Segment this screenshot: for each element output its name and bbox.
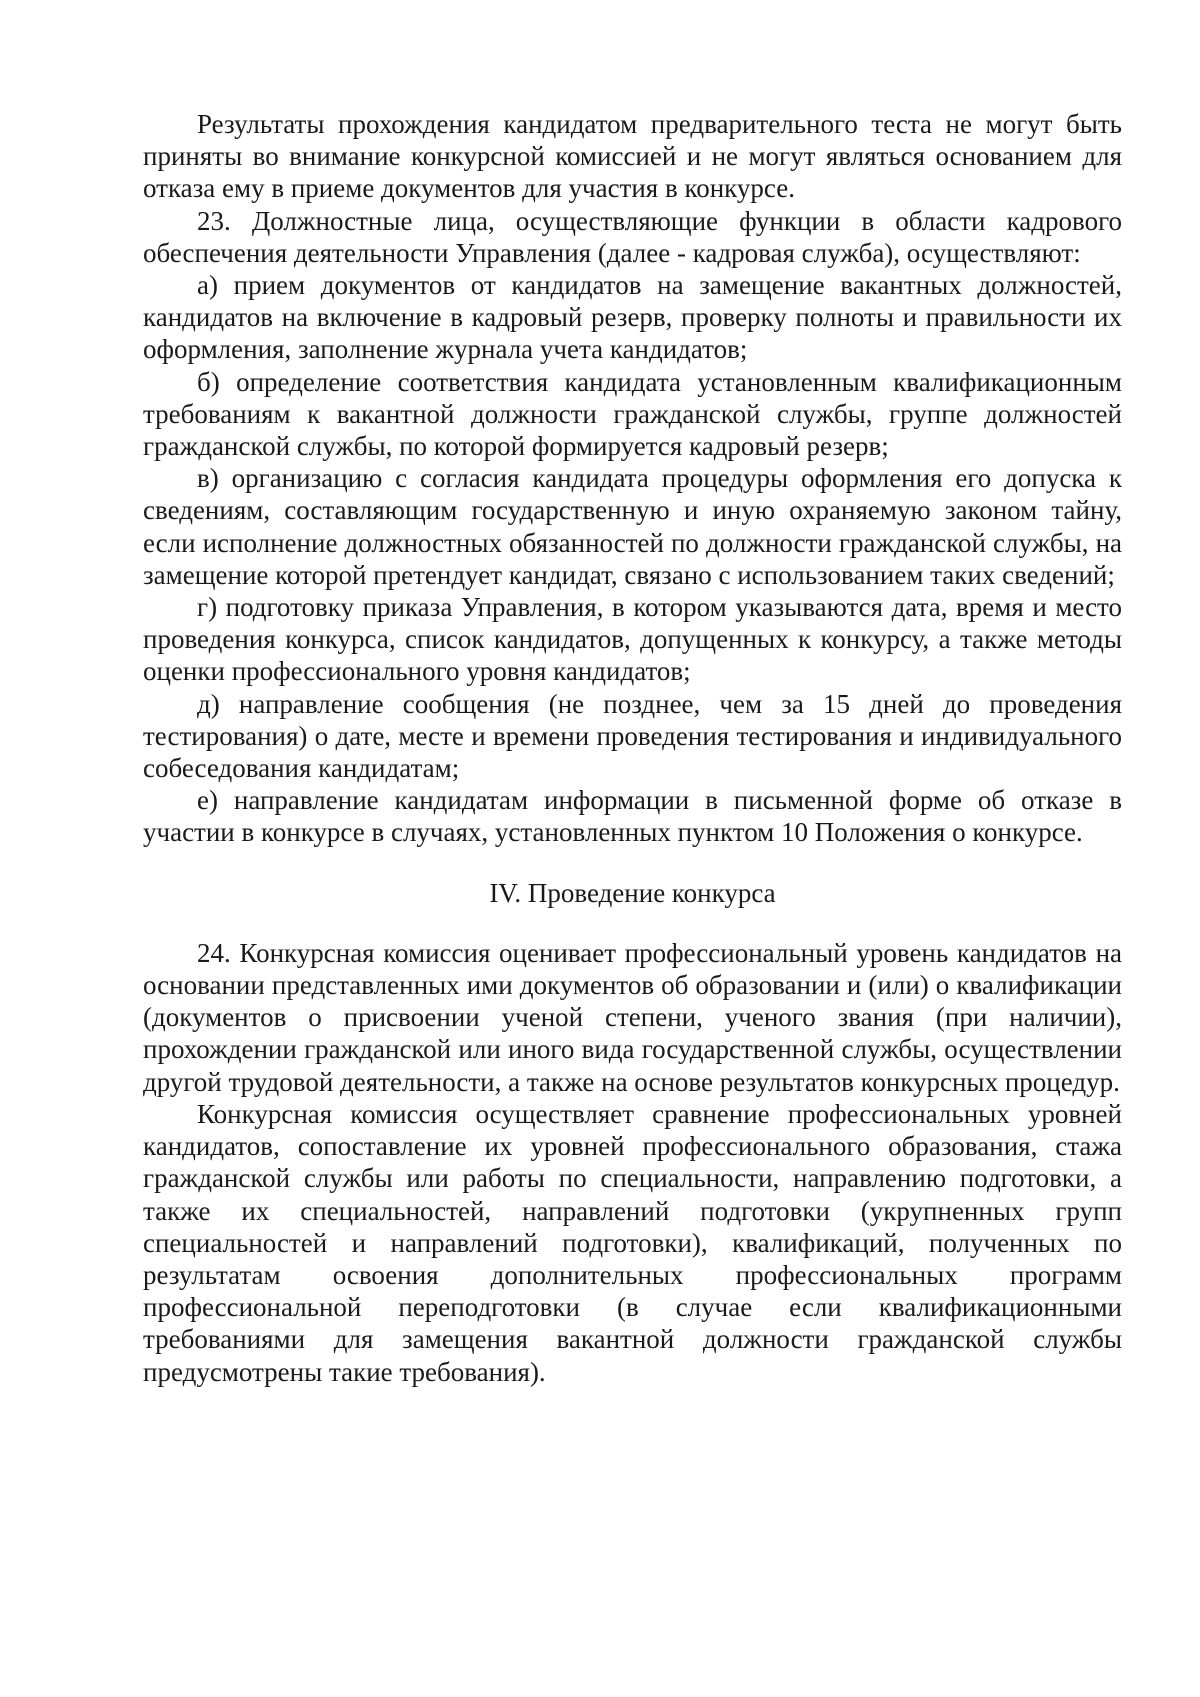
- paragraph-comparison: Конкурсная комиссия осуществляет сравнение профессиональных уровней кандидатов, сопоставление их уровней профессионального образования, стажа гражданской службы или работы по специальности, направлению подготовки, а также их специальностей, направлений подготовки (укрупненных групп специальностей и направлений подготовки), квалификаций, полученных по результатам освоения дополнительных профессиональных программ профессиональной переподготовки (в случае если квалификационными требованиями для замещения вакантной должности гражданской службы предусмотрены такие требования).: [143, 1098, 1122, 1387]
- paragraph-item-23: 23. Должностные лица, осуществляющие функции в области кадрового обеспечения деятельности Управления (далее - кадровая служба), осуществляют:: [143, 205, 1122, 268]
- paragraph-item-23-b: б) определение соответствия кандидата установленным квалификационным требованиям к вакантной должности гражданской службы, группе должностей гражданской службы, по которой формируется кадровый резерв;: [143, 366, 1122, 462]
- paragraph-item-23-g: г) подготовку приказа Управления, в котором указываются дата, время и место проведения конкурса, список кандидатов, допущенных к конкурсу, а также методы оценки профессионального уровня кандидатов;: [143, 592, 1122, 687]
- paragraph-item-24: 24. Конкурсная комиссия оценивает профессиональный уровень кандидатов на основании представленных ими документов об образовании и (или) о квалификации (документов о присвоении ученой степени, ученого звания (при наличии), прохождении гражданской или иного вида государственной службы, осуществлении другой трудовой деятельности, а также на основе результатов конкурсных процедур.: [143, 937, 1122, 1097]
- paragraph-test-results: Результаты прохождения кандидатом предварительного теста не могут быть приняты во внимание конкурсной комиссией и не могут являться основанием для отказа ему в приеме документов для участия в конкурсе.: [143, 109, 1122, 204]
- paragraph-item-23-e: е) направление кандидатам информации в письменной форме об отказе в участии в конкурсе в случаях, установленных пунктом 10 Положения о конкурсе.: [143, 785, 1122, 848]
- paragraph-item-23-d: д) направление сообщения (не позднее, чем за 15 дней до проведения тестирования) о дате, месте и времени проведения тестирования и индивидуального собеседования кандидатам;: [143, 688, 1122, 784]
- paragraph-item-23-v: в) организацию с согласия кандидата процедуры оформления его допуска к сведениям, составляющим государственную и иную охраняемую законом тайну, если исполнение должностных обязанностей по должности гражданской службы, на замещение которой претендует кандидат, связано с использованием таких сведений;: [143, 463, 1122, 590]
- section-heading: IV. Проведение конкурса: [489, 877, 776, 908]
- paragraph-item-23-a: а) прием документов от кандидатов на замещение вакантных должностей, кандидатов на включение в кадровый резерв, проверку полноты и правильности их оформления, заполнение журнала учета кандидатов;: [143, 270, 1122, 365]
